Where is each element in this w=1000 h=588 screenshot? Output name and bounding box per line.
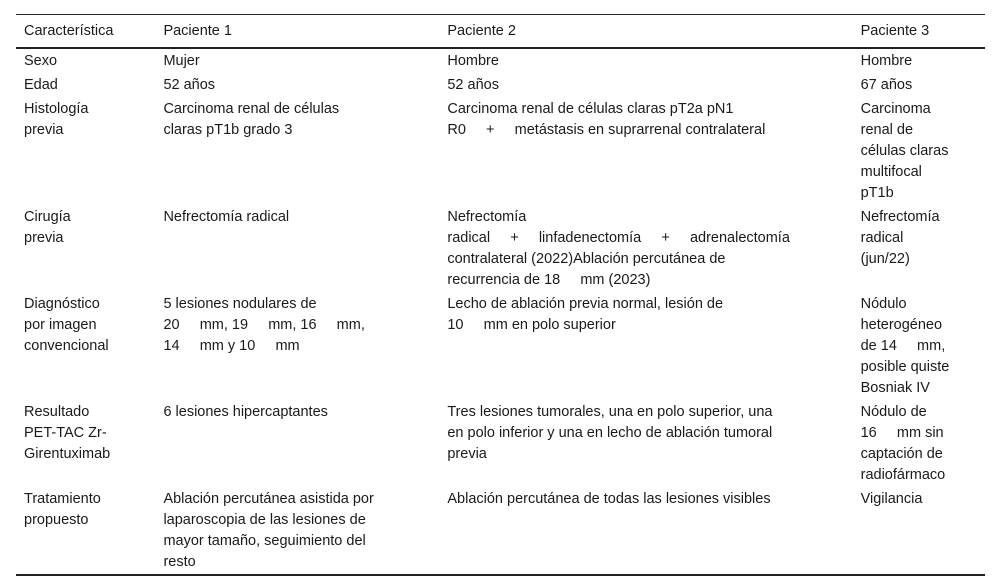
patient-characteristics-table — [16, 14, 985, 576]
table-row — [16, 487, 985, 575]
table-cell: 52 años — [447, 77, 499, 93]
row-label-sexo: Sexo — [24, 53, 58, 69]
table-container — [16, 14, 985, 576]
table-cell: Vigilancia — [860, 491, 923, 507]
table-row — [16, 97, 985, 205]
row-label-cirugia: Cirugía previa — [24, 209, 71, 246]
table-cell: 6 lesiones hipercaptantes — [163, 404, 328, 420]
table-cell: Ablación percutánea de todas las lesiones visibles — [447, 491, 771, 507]
table-cell: 67 años — [860, 77, 913, 93]
row-label-edad: Edad — [24, 77, 58, 93]
header-paciente-2: Paciente 2 — [447, 23, 516, 39]
header-caracteristica: Característica — [24, 23, 114, 39]
header-paciente-3: Paciente 3 — [860, 23, 930, 39]
table-row — [16, 292, 985, 400]
table-cell: Carcinoma renal de células claras pT2a pN1 R0 + metástasis en suprarrenal contralateral — [447, 101, 766, 138]
table-cell: Nefrectomía radical — [163, 209, 290, 225]
table-cell: Mujer — [163, 53, 200, 69]
row-label-resultado: Resultado PET-TAC Zr- Girentuximab — [24, 404, 111, 462]
row-label-diagnostico: Diagnóstico por imagen convencional — [24, 296, 109, 354]
header-paciente-1: Paciente 1 — [163, 23, 232, 39]
table-cell: Nódulo heterogéneo de 14 mm, posible quiste Bosniak IV — [860, 296, 950, 396]
table-cell: Lecho de ablación previa normal, lesión de 10 mm en polo superior — [447, 296, 724, 333]
row-label-histologia: Histología previa — [24, 101, 89, 138]
table-cell: Carcinoma renal de células claras pT1b grado 3 — [163, 101, 340, 138]
table-row — [16, 73, 985, 97]
table-cell: Hombre — [860, 53, 913, 69]
table-row — [16, 400, 985, 487]
table-cell: Nefrectomía radical + linfadenectomía + adrenalectomía contralateral (2022)Ablación percutánea de recurrencia de 18 mm (2023) — [447, 209, 790, 288]
table-header-row — [16, 15, 985, 49]
table-cell: Carcinoma renal de células claras multifocal pT1b — [860, 101, 949, 201]
table-cell: Nefrectomía radical (jun/22) — [860, 209, 940, 267]
table-row — [16, 205, 985, 292]
table-cell: Tres lesiones tumorales, una en polo superior, una en polo inferior y una en lecho de ablación tumoral previa — [447, 404, 773, 462]
row-label-tratamiento: Tratamiento propuesto — [24, 491, 101, 528]
table-cell: Nódulo de 16 mm sin captación de radiofármaco — [860, 404, 946, 483]
table-cell: Hombre — [447, 53, 499, 69]
table-cell: 52 años — [163, 77, 216, 93]
table-cell: Ablación percutánea asistida por laparoscopia de las lesiones de mayor tamaño, seguimiento del resto — [163, 491, 374, 570]
table-row — [16, 48, 985, 73]
table-cell: 5 lesiones nodulares de 20 mm, 19 mm, 16 mm, 14 mm y 10 mm — [163, 296, 365, 354]
